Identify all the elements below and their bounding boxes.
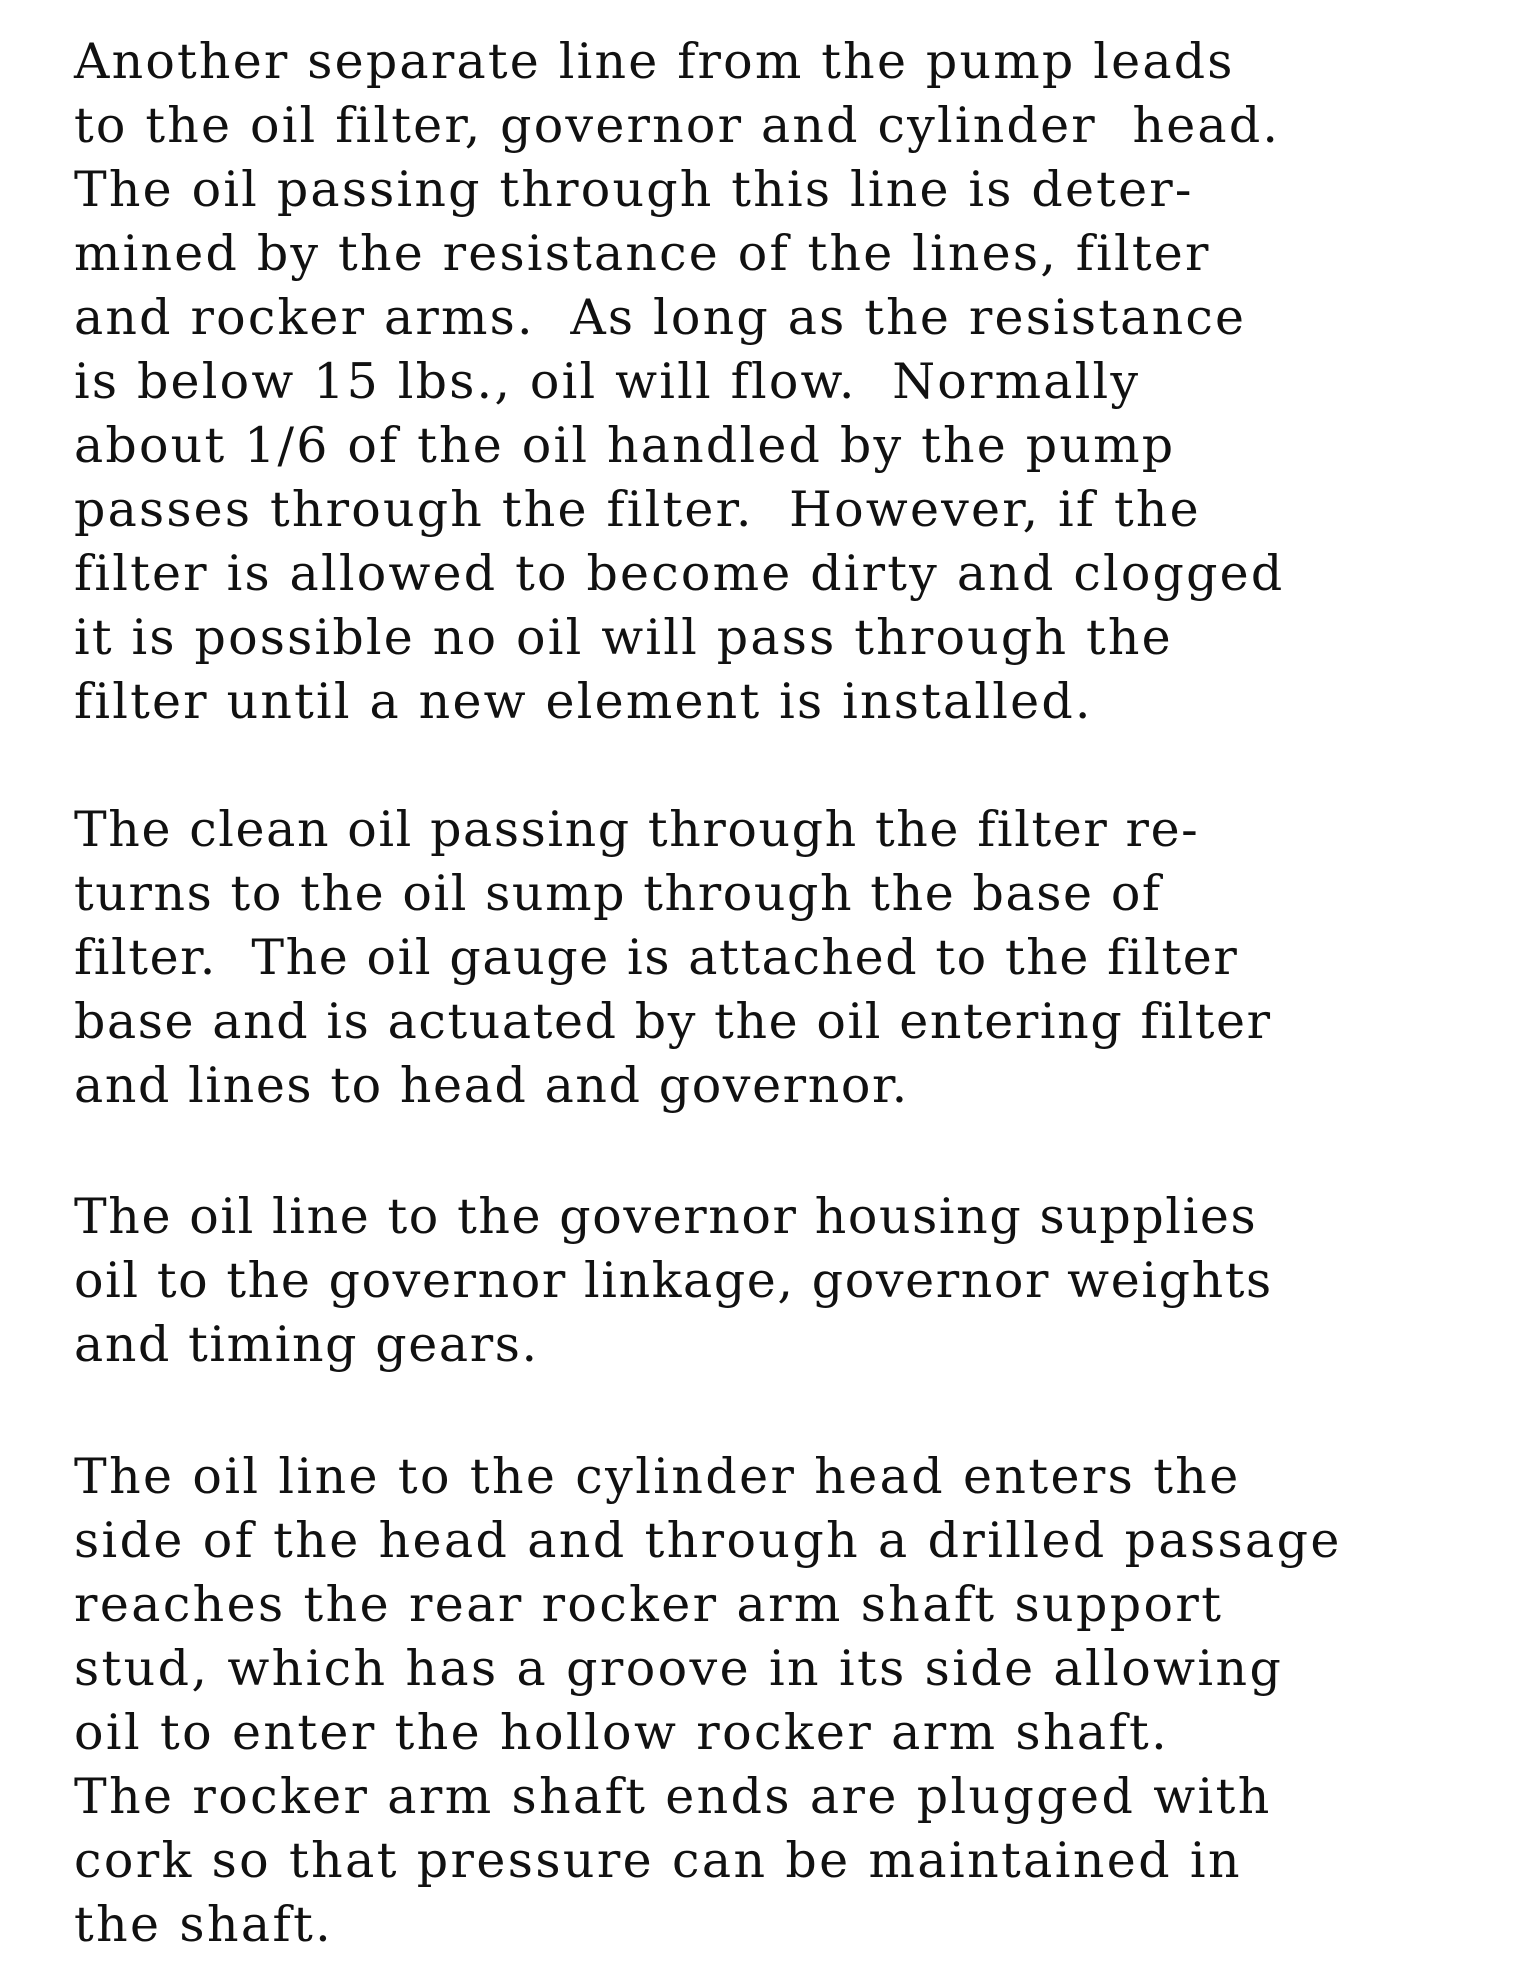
text-line: oil to the governor linkage, governor weights xyxy=(74,1252,1273,1309)
text-line: The oil line to the cylinder head enters the xyxy=(74,1448,1241,1505)
text-line: filter. The oil gauge is attached to the filter xyxy=(74,929,1239,986)
text-line: The rocker arm shaft ends are plugged with xyxy=(74,1768,1272,1825)
paragraph-oil-filter-line xyxy=(74,30,1474,734)
text-line: mined by the resistance of the lines, filter xyxy=(74,225,1211,282)
text-line: side of the head and through a drilled passage xyxy=(74,1512,1342,1569)
text-line: to the oil filter, governor and cylinder head. xyxy=(74,97,1281,154)
text-line: and rocker arms. As long as the resistance xyxy=(74,289,1247,346)
text-line: filter is allowed to become dirty and clogged xyxy=(74,545,1285,602)
paragraph-governor-line xyxy=(74,1185,1474,1377)
text-line: reaches the rear rocker arm shaft support xyxy=(74,1576,1224,1633)
text-line: The clean oil passing through the filter re- xyxy=(74,801,1200,858)
text-line: passes through the filter. However, if the xyxy=(74,481,1201,538)
text-line: and lines to head and governor. xyxy=(74,1057,909,1114)
text-line: it is possible no oil will pass through the xyxy=(74,609,1173,666)
text-line: and timing gears. xyxy=(74,1316,539,1373)
text-line: the shaft. xyxy=(74,1896,334,1953)
text-line: oil to enter the hollow rocker arm shaft. xyxy=(74,1704,1170,1761)
text-line: The oil line to the governor housing supplies xyxy=(74,1188,1258,1245)
paragraph-clean-oil-return xyxy=(74,798,1474,1118)
text-line: cork so that pressure can be maintained in xyxy=(74,1832,1242,1889)
text-line: about 1/6 of the oil handled by the pump xyxy=(74,417,1176,474)
text-line: The oil passing through this line is deter- xyxy=(74,161,1194,218)
text-line: is below 15 lbs., oil will flow. Normally xyxy=(74,353,1141,410)
text-line: filter until a new element is installed. xyxy=(74,673,1093,730)
paragraph-cylinder-head-line xyxy=(74,1445,1474,1957)
text-line: turns to the oil sump through the base of xyxy=(74,865,1162,922)
text-line: Another separate line from the pump leads xyxy=(74,33,1235,90)
text-line: stud, which has a groove in its side allowing xyxy=(74,1640,1284,1697)
text-line: base and is actuated by the oil entering filter xyxy=(74,993,1272,1050)
